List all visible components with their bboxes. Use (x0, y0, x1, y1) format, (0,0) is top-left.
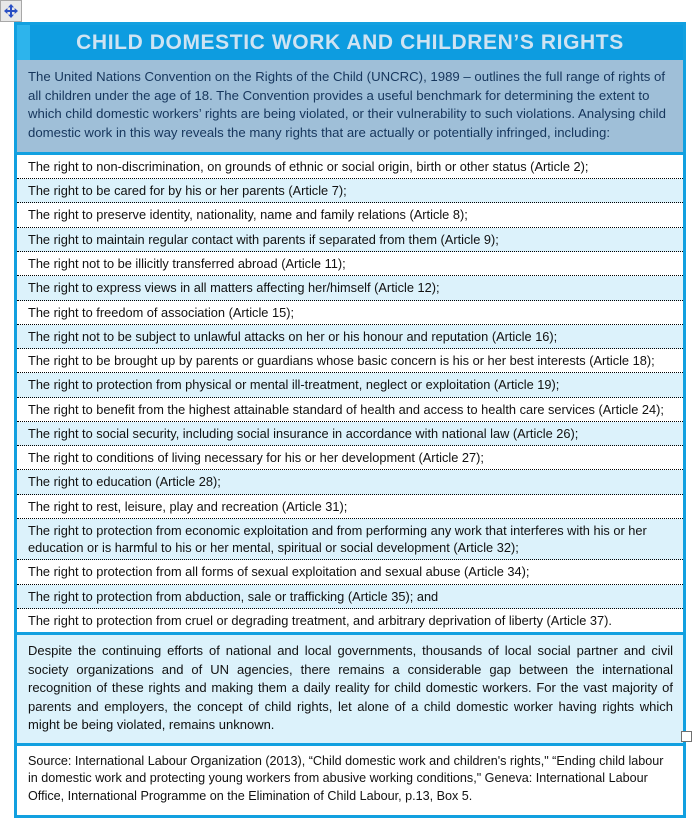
list-item: The right to protection from cruel or degrading treatment, and arbitrary deprivation of liberty (Article 37). (17, 609, 683, 632)
list-item: The right to social security, including social insurance in accordance with national law (Article 26); (17, 422, 683, 446)
closing-paragraph: Despite the continuing efforts of national and local governments, thousands of local social partner and civil society organizations and of UN agencies, there remains a considerable gap between the international recognition of these rights and making them a daily reality for child domestic workers. For the vast majority of parents and employers, the concept of child rights, let alone of a child domestic worker having rights which might be being violated, remains unknown. (17, 632, 683, 745)
list-item: The right to non-discrimination, on grounds of ethnic or social origin, birth or other status (Article 2); (17, 155, 683, 179)
list-item: The right to protection from all forms of sexual exploitation and sexual abuse (Article 34); (17, 560, 683, 584)
box-header-bar (17, 25, 683, 60)
child-rights-info-box (14, 22, 686, 818)
move-four-arrows-icon[interactable] (0, 0, 22, 22)
list-item: The right to freedom of association (Article 15); (17, 301, 683, 325)
header-accent-stripe (17, 25, 30, 60)
list-item: The right to be cared for by his or her parents (Article 7); (17, 179, 683, 203)
text-box-selection-frame[interactable] (14, 22, 686, 804)
intro-paragraph: The United Nations Convention on the Rights of the Child (UNCRC), 1989 – outlines the full range of rights of all children under the age of 18. The Convention provides a useful benchmark for determining the extent to which child domestic workers’ rights are being violated, or their vulnerability to such violations. Analysing child domestic work in this way reveals the many rights that are actually or potentially infringed, including: (17, 60, 683, 155)
list-item: The right to benefit from the highest attainable standard of health and access to health care services (Article 24); (17, 398, 683, 422)
list-item: The right to protection from physical or mental ill-treatment, neglect or exploitation (Article 19); (17, 373, 683, 397)
list-item: The right to be brought up by parents or guardians whose basic concern is his or her best interests (Article 18); (17, 349, 683, 373)
page-title: CHILD DOMESTIC WORK AND CHILDREN’S RIGHTS (76, 31, 624, 54)
list-item: The right to education (Article 28); (17, 470, 683, 494)
list-item: The right to protection from abduction, sale or trafficking (Article 35); and (17, 585, 683, 609)
list-item: The right not to be illicitly transferred abroad (Article 11); (17, 252, 683, 276)
list-item: The right to maintain regular contact with parents if separated from them (Article 9); (17, 228, 683, 252)
list-item: The right to conditions of living necessary for his or her development (Article 27); (17, 446, 683, 470)
list-item: The right to rest, leisure, play and recreation (Article 31); (17, 495, 683, 519)
list-item: The right to protection from economic exploitation and from performing any work that interferes with his or her education or is harmful to his or her mental, spiritual or social development (Article 32); (17, 519, 683, 561)
rights-list (17, 155, 683, 632)
resize-handle-icon[interactable] (681, 731, 692, 742)
list-item: The right not to be subject to unlawful attacks on her or his honour and reputation (Article 16); (17, 325, 683, 349)
list-item: The right to express views in all matters affecting her/himself (Article 12); (17, 276, 683, 300)
source-note: Source: International Labour Organization (2013), “Child domestic work and children's rights," “Ending child labour in domestic work and protecting young workers from abusive working conditions," Geneva: International Labour Office, International Programme on the Elimination of Child Labour, p.13, Box 5. (17, 746, 683, 816)
list-item: The right to preserve identity, nationality, name and family relations (Article 8); (17, 203, 683, 227)
